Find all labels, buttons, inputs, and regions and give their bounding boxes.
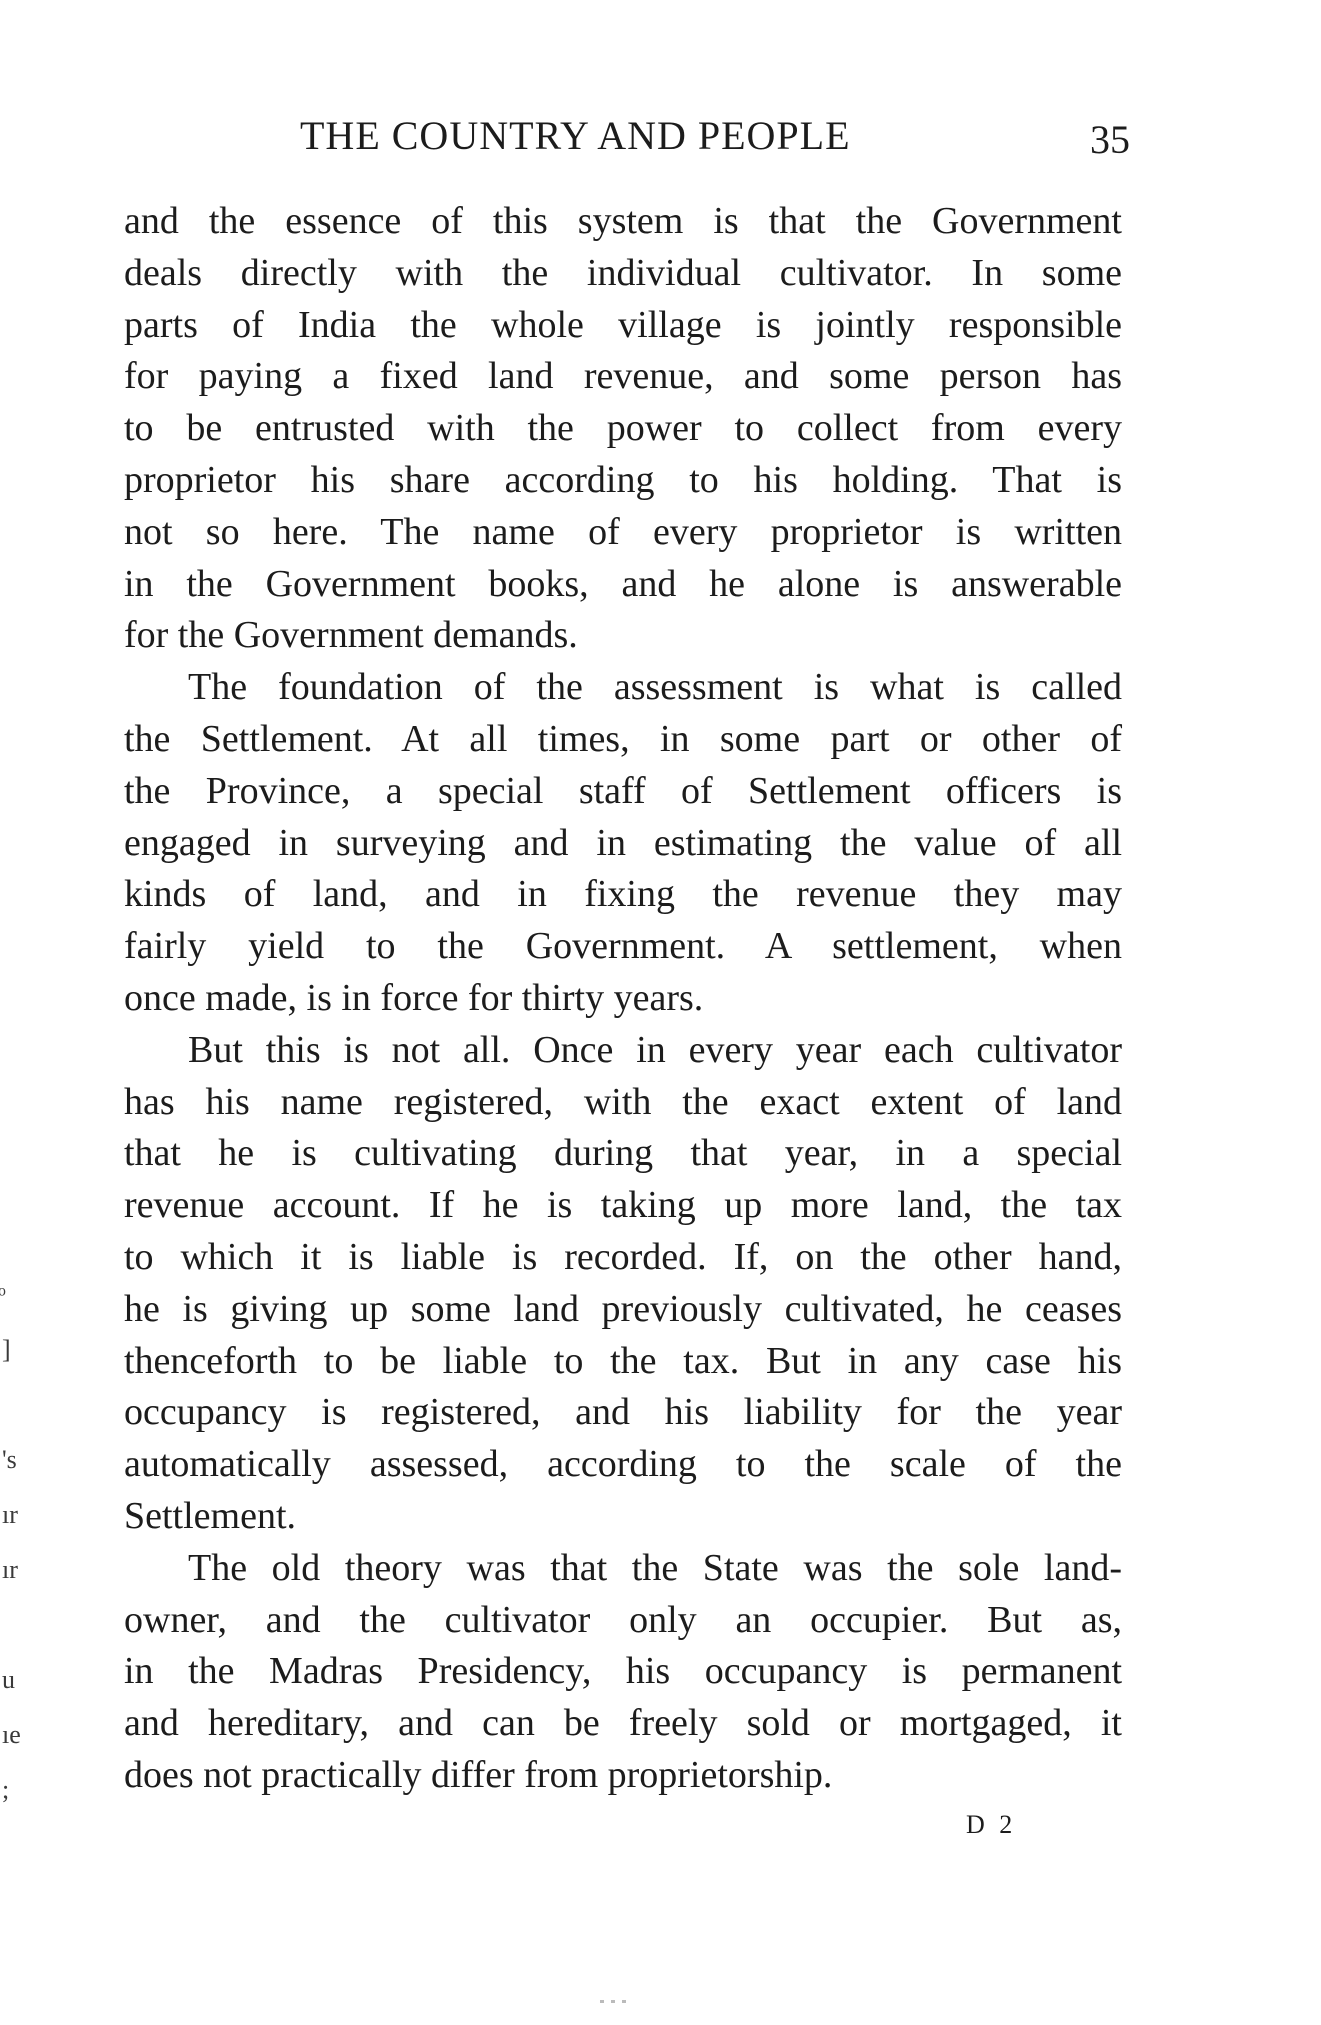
- text-line: kinds of land, and in fixing the revenue they may: [124, 873, 1122, 916]
- running-head: [300, 112, 1130, 162]
- margin-mark: u: [2, 1665, 15, 1694]
- margin-mark: 's: [2, 1445, 17, 1474]
- margin-mark: ır: [2, 1500, 18, 1529]
- text-line: not so here. The name of every proprietor is written: [124, 510, 1122, 553]
- text-line: deals directly with the individual cultivator. In some: [124, 251, 1122, 294]
- text-line: automatically assessed, according to the scale of the: [124, 1443, 1122, 1486]
- text-line: once made, is in force for thirty years.: [124, 976, 704, 1019]
- text-line: for paying a fixed land revenue, and some person has: [124, 355, 1122, 398]
- text-line: in the Government books, and he alone is answerable: [124, 562, 1122, 605]
- margin-bleed-marks: [0, 1250, 24, 1830]
- text-line: the Province, a special staff of Settlement officers is: [124, 769, 1122, 812]
- text-line: engaged in surveying and in estimating the value of all: [124, 821, 1122, 864]
- text-line: revenue account. If he is taking up more land, the tax: [124, 1184, 1122, 1227]
- text-line: in the Madras Presidency, his occupancy is permanent: [124, 1650, 1122, 1693]
- margin-mark: ]: [2, 1335, 11, 1364]
- text-line: owner, and the cultivator only an occupier. But as,: [124, 1598, 1122, 1641]
- text-line: for the Government demands.: [124, 614, 578, 657]
- text-line: parts of India the whole village is jointly responsible: [124, 303, 1122, 346]
- text-line: occupancy is registered, and his liability for the year: [124, 1391, 1122, 1434]
- signature-mark: D 2: [966, 1810, 1017, 1839]
- text-line: to which it is liable is recorded. If, on the other hand,: [124, 1235, 1122, 1278]
- text-line: But this is not all. Once in every year each cultivator: [188, 1028, 1122, 1071]
- margin-mark: ;: [2, 1775, 10, 1804]
- text-line: the Settlement. At all times, in some part or other of: [124, 717, 1122, 760]
- text-line: that he is cultivating during that year, in a special: [124, 1132, 1122, 1175]
- text-line: The foundation of the assessment is what is called: [188, 666, 1122, 709]
- text-line: The old theory was that the State was the sole land-: [188, 1546, 1122, 1589]
- text-line: to be entrusted with the power to collect from every: [124, 407, 1122, 450]
- text-line: Settlement.: [124, 1494, 297, 1537]
- text-line: does not practically differ from proprietorship.: [124, 1753, 833, 1796]
- scan-artifact-dots: [600, 1990, 640, 1994]
- body-text: [124, 196, 1122, 1802]
- text-line: and the essence of this system is that the Government: [124, 200, 1122, 242]
- text-line: he is giving up some land previously cultivated, he ceases: [124, 1287, 1122, 1330]
- text-line: thenceforth to be liable to the tax. But in any case his: [124, 1339, 1122, 1382]
- page-number: 35: [1090, 117, 1130, 162]
- running-title: THE COUNTRY AND PEOPLE: [300, 113, 851, 158]
- margin-mark: ır: [2, 1555, 18, 1584]
- margin-mark: ıe: [2, 1720, 21, 1749]
- text-line: has his name registered, with the exact extent of land: [124, 1080, 1122, 1123]
- text-line: proprietor his share according to his holding. That is: [124, 458, 1122, 501]
- text-line: and hereditary, and can be freely sold or mortgaged, it: [124, 1702, 1122, 1745]
- text-line: fairly yield to the Government. A settlement, when: [124, 925, 1122, 968]
